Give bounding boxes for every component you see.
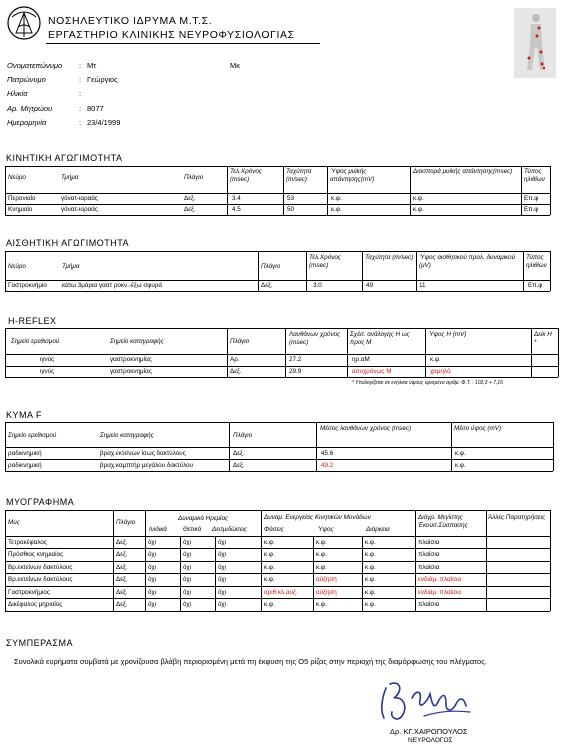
col-header: Νεύρο [8, 174, 26, 181]
col-header: Τελ.Χρόνος (msec) [230, 168, 262, 183]
table-cell: ενδιάμ. πλαίσια [418, 589, 461, 596]
col-header: Τύπος ηλιθίων [524, 168, 545, 183]
hreflex-title: H-REFLEX [8, 316, 57, 326]
table-cell: 27.2 [289, 356, 302, 363]
table-cell: κ.φ. [455, 450, 466, 457]
table-cell: κ.φ. [264, 576, 275, 583]
table-cell: Δικέφαλος μηριαίος [8, 601, 63, 608]
table-cell: όχι [183, 589, 192, 596]
table-cell: 3.4 [232, 195, 241, 202]
col-header: Τύπος ηλιθίων [526, 254, 547, 269]
table-cell: κ.φ. [365, 576, 376, 583]
table-cell: 29.9 [289, 368, 302, 375]
table-cell: πλαίσια [418, 601, 440, 608]
col-header: Διάρκεια [366, 526, 390, 533]
table-cell: όχι [218, 576, 227, 583]
colon: : [79, 104, 82, 113]
table-cell: Γαστροκνήμιο [8, 282, 47, 289]
table-cell: Δεξ. [233, 462, 245, 469]
col-header: Νεύρο [8, 263, 26, 270]
table-cell: όχι [218, 589, 227, 596]
table-cell: Δεξ. [184, 195, 196, 202]
col-header: Σημείο καταγραφής [110, 338, 164, 345]
table-cell: ιγνύς [40, 356, 55, 363]
institution-name: ΝΟΣΗΛΕΥΤΙΚΟ ΙΔΡΥΜΑ Μ.Τ.Σ. [48, 15, 213, 27]
table-cell: αύξηση [316, 589, 337, 596]
table-cell: πλαίσια [418, 551, 440, 558]
reg-label: Αρ. Μητρώου [7, 104, 53, 113]
col-header: Δείκ Η * [534, 331, 552, 346]
table-cell: κ.φ. [430, 356, 441, 363]
colon: : [79, 118, 82, 127]
table-cell: κ.φ. [316, 601, 327, 608]
col-header: Πλάγιο [230, 338, 250, 345]
table-cell: κ.φ. [413, 195, 424, 202]
col-header: Ύψος αισθητικού πρoλ. δυναμικού (μV) [419, 254, 516, 269]
table-cell: γόνατ-ιαραάς [61, 206, 98, 213]
col-header: Θετικά [183, 526, 202, 533]
hreflex-note: * Υπολογίζεται σε ενήλικα ύψους ορισμένο αριθμ. Φ.Τ. : 102,3 + 7,16 [352, 380, 503, 386]
table-cell: γαστροκνημίας [110, 368, 152, 375]
table-cell: Γαστροκνήμιος [8, 589, 50, 596]
table-cell: όχι [218, 601, 227, 608]
motor-title: ΚΙΝΗΤΙΚΗ ΑΓΩΓΙΜΟΤΗΤΑ [6, 153, 123, 163]
col-header: Πλάγιο [261, 263, 281, 270]
conclusion-title: ΣΥΜΠΕΡΑΣΜΑ [6, 638, 73, 648]
col-header: Άλλες Παρατηρήσεις [488, 514, 546, 521]
table-cell: κ.φ. [365, 539, 376, 546]
table-cell: Δεξ. [261, 282, 273, 289]
col-header: Σημείο ερεθισμού [11, 338, 60, 345]
col-header: Δεσμιδώσεις [212, 526, 248, 533]
table-cell: 50 [287, 206, 295, 213]
table-cell: βραχ.εκτείνων ίσως δακτύλους [100, 450, 186, 457]
table-cell: κ.φ. [365, 589, 376, 596]
table-cell: πλαίσια [418, 564, 440, 571]
table-cell: κ.φ. [365, 564, 376, 571]
table-cell: κ.φ. [264, 601, 275, 608]
col-header: Μέσος λανθάνων χρόνος (msec) [320, 425, 412, 432]
table-cell: όχι [148, 576, 157, 583]
emg-group-header: Δυναμ. Ενεργείας Κινητικών Μονάδων [264, 514, 371, 521]
table-cell: κ.φ. [455, 462, 466, 469]
colon: : [79, 89, 82, 98]
table-cell: κ.φ. [264, 539, 275, 546]
table-cell: Δεξ. [116, 564, 128, 571]
table-cell: 45.6 [321, 450, 334, 457]
table-cell: κ.φ. [316, 539, 327, 546]
table-cell: Αρ. [230, 356, 240, 363]
table-cell: 49.2 [321, 462, 334, 469]
table-cell: κ.φ. [365, 601, 376, 608]
institution-logo [4, 3, 44, 43]
col-header: Λανθάνων χρόνος (msec) [289, 331, 341, 346]
table-cell: κ.φ. [264, 551, 275, 558]
table-cell: πλαίσια [418, 539, 440, 546]
col-header: Μέσο ύψος (mV) [454, 425, 502, 432]
table-cell: Βρ.εκτείνων δακτύλους [8, 564, 73, 571]
table-cell: αριθ.κλ.αυξ. [264, 589, 298, 596]
table-cell: όχι [148, 589, 157, 596]
surname-label: Ονοματεπώνυμο [7, 61, 63, 70]
col-header: Σχέσ. ανάλογης Η ως προς Μ [350, 331, 410, 346]
col-header: Φάσεις [264, 526, 284, 533]
table-cell: Επ.φ [528, 282, 543, 289]
table-cell: κ.φ. [316, 564, 327, 571]
table-cell: γόνατ-ιαραάς [61, 195, 98, 202]
header-rule [46, 43, 320, 44]
table-cell: Δεξ. [230, 368, 242, 375]
table-cell: Επ.φ [524, 195, 539, 202]
col-header: Σημείο καταγραφής [100, 432, 154, 439]
table-cell: όχι [218, 551, 227, 558]
table-cell: κ.φ. [316, 551, 327, 558]
col-header: Ύψος μυϊκής απάντησης(mV) [330, 168, 375, 183]
table-cell: όχι [148, 551, 157, 558]
table-cell: ραδικνημική [8, 450, 42, 457]
table-cell: όχι [148, 564, 157, 571]
table-cell: Πρόσθιος κνημιαίος [8, 551, 64, 558]
handwritten-signature [376, 676, 476, 724]
table-cell: όχι [183, 564, 192, 571]
date-value: 23/4/1999 [87, 118, 121, 127]
table-cell: 4.5 [232, 206, 241, 213]
conclusion-text: Συνολικά ευρήματα συμβατά με χρονίζουσα βλάβη περιορισμένη μετά πη έκφυση της Ο5 ρίζας στην περιοχή της διαμόρφωσης του πλέγματος. [14, 657, 487, 666]
col-header: Πλάγιο [184, 174, 204, 181]
col-header: Ταχύτητα (m/sec) [365, 254, 414, 261]
table-cell: όχι [183, 551, 192, 558]
table-cell: βραχ.καμπτήρ μεγάλου δακτύλου [100, 462, 194, 469]
col-header: Πλάγιο [116, 519, 136, 526]
father-label: Πατρώνυμο [7, 75, 46, 84]
table-cell: όχι [148, 539, 157, 546]
date-label: Ημερομηνία [7, 118, 47, 127]
body-diagram-icon [514, 8, 556, 78]
col-header: Ύψος Η (mV) [428, 331, 467, 338]
table-cell: αύξηση [316, 576, 337, 583]
doctor-name: Δρ. ΚΓ.ΧΑΙΡΟΠΟΥΛΟΣ [390, 727, 468, 736]
colon: : [79, 75, 82, 84]
table-cell: ηρ.αΜ [352, 356, 370, 363]
table-cell: Δεξ. [116, 576, 128, 583]
col-header: Μυς [8, 519, 20, 526]
table-cell: ιγνύς [40, 368, 55, 375]
table-cell: Τετρακέφαλος [8, 539, 47, 546]
table-cell: όχι [183, 601, 192, 608]
col-header: Σημείο ερεθισμού [8, 432, 57, 439]
father-value: Γεώργιος [87, 75, 118, 84]
col-header: Ύψος [317, 526, 334, 533]
table-cell: κ.φ. [331, 206, 342, 213]
table-cell: Δεξ. [116, 601, 128, 608]
col-header: Πλάγιο [233, 432, 253, 439]
col-header: Διασπορά μυϊκής απάντησης(msec) [413, 168, 513, 175]
emg-group-header: Δυναμικά Ηρεμίας [178, 515, 229, 522]
lab-name: ΕΡΓΑΣΤΗΡΙΟ ΚΛΙΝΙΚΗΣ ΝΕΥΡΟΦΥΣΙΟΛΟΓΙΑΣ [48, 29, 295, 41]
table-cell: κ.φ. [413, 206, 424, 213]
table-cell: κ.φ. [365, 551, 376, 558]
table-cell: όχι [183, 539, 192, 546]
table-cell: κ.φ. [331, 195, 342, 202]
table-cell: 11 [419, 282, 426, 289]
table-cell: όχι [218, 564, 227, 571]
table-cell: γαστροκνημίας [110, 356, 152, 363]
col-header: Τμήμα [62, 263, 80, 270]
surname-extra: Μκ [230, 61, 240, 70]
table-cell: ασυχρόνως Μ [352, 368, 392, 375]
table-cell: Δεξ. [116, 551, 128, 558]
emg-title: ΜΥΟΓΡΑΦΗΜΑ [6, 497, 75, 507]
doctor-role: ΝΕΥΡΟΛΟΓΟΣ [408, 737, 453, 744]
table-cell: 3.0 [313, 282, 322, 289]
table-cell: 49 [366, 282, 374, 289]
col-header: Τελ.Χρόνος (msec) [309, 254, 341, 269]
table-cell: Κνημιαίο [8, 206, 33, 213]
table-cell: Δεξ. [184, 206, 196, 213]
reg-value: 8077 [87, 104, 104, 113]
table-cell: 53 [287, 195, 295, 202]
col-header: Ινιδικά [149, 526, 167, 533]
table-cell: Περονιαίο [8, 195, 36, 202]
age-label: Ηλικία [7, 89, 28, 98]
table-cell: όχι [218, 539, 227, 546]
surname-value: Μτ [87, 61, 97, 70]
table-cell: όχι [183, 576, 192, 583]
table-cell: κ.φ. [264, 564, 275, 571]
emg-group-header: Διάγρ. Μεγίστης Έκουσ.Σύσπασης [418, 514, 468, 529]
table-cell: Δεξ. [116, 539, 128, 546]
table-cell: ραδικνημική [8, 462, 42, 469]
table-cell: ενδιάμ. πλαίσια [418, 576, 461, 583]
table-cell: Επ.φ [524, 206, 539, 213]
col-header: Ταχύτητα (m/sec) [286, 168, 312, 183]
table-cell: κάτω 3μάρια γαστ ροκν.-έξω σφυρά [62, 282, 162, 289]
table-cell: Δεξ. [233, 450, 245, 457]
table-cell: Δεξ. [116, 589, 128, 596]
colon: : [79, 61, 82, 70]
table-cell: όχι [148, 601, 157, 608]
fwave-title: ΚΥΜΑ F [6, 410, 43, 420]
col-header: Τμήμα [61, 174, 79, 181]
table-cell: Βρ.εκτείνων δακτύλους [8, 576, 73, 583]
table-cell: χαμηλό [430, 368, 451, 375]
sensory-title: ΑΙΣΘΗΤΙΚΗ ΑΓΩΓΙΜΟΤΗΤΑ [6, 238, 130, 248]
